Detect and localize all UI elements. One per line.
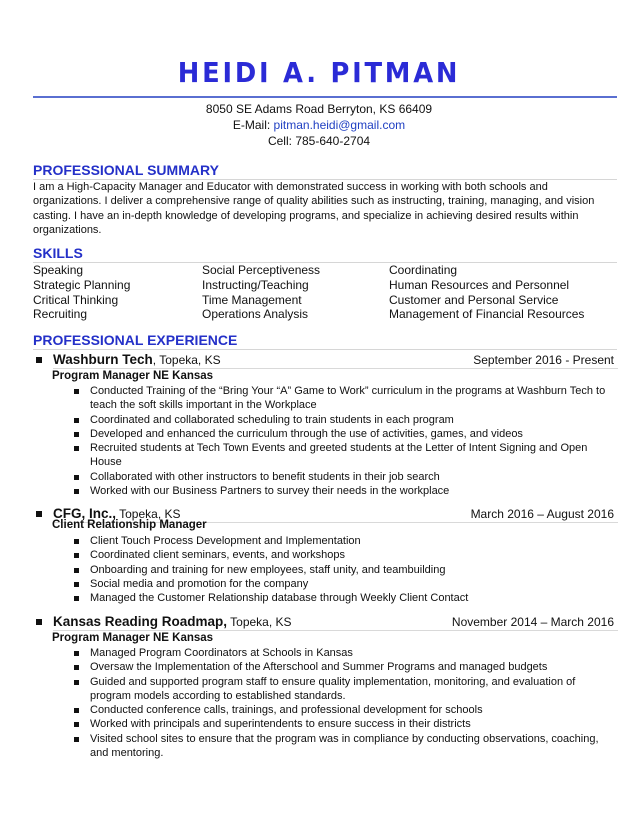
address: 8050 SE Adams Road Berryton, KS 66409 [205,102,433,116]
skill-item: Management of Financial Resources [389,307,585,322]
bullet-icon [74,680,79,685]
bullet-icon [74,553,79,558]
cell-label: Cell: [267,134,292,148]
list-item: Worked with our Business Partners to survey their needs in the workplace [74,484,614,498]
skills-column-3 [389,263,584,322]
list-item: Social media and promotion for the company [74,577,614,591]
job-role: Client Relationship Manager [52,519,207,531]
bullet-icon [74,582,79,587]
bullet-icon [74,737,79,742]
job-header-washburn [36,351,618,369]
list-item: Managed the Customer Relationship database through Weekly Client Contact [74,591,614,605]
bullet-icon [74,722,79,727]
bullet-icon [74,389,79,394]
header-rule [33,96,617,98]
skills-column-1 [33,263,130,322]
bullet-icon [74,432,79,437]
list-item: Developed and enhanced the curriculum through the use of activities, games, and videos [74,427,614,441]
skill-item: Recruiting [33,307,88,322]
bullet-icon [36,619,42,625]
list-item: Recruited students at Tech Town Events and greeted students at the Letter of Intent Signing and Open House [74,441,614,470]
summary-text: I am a High-Capacity Manager and Educator with demonstrated success in working with both schools and organizations. I deliver a comprehensive range of quality abilities such as instructing, training, managing, and vision casting. I have an in-depth knowledge of developing programs, and specialize in achieving desired results within organizations. [33,181,595,237]
list-item: Coordinated and collaborated scheduling to train students in each program [74,413,614,427]
email-link[interactable]: pitman.heidi@gmail.com [273,118,406,132]
email-label: E-Mail: [232,118,271,132]
job-role: Program Manager NE Kansas [52,632,214,644]
bullet-icon [74,418,79,423]
job-role: Program Manager NE Kansas [52,370,214,382]
list-item: Coordinated client seminars, events, and workshops [74,548,614,562]
bullet-icon [36,511,42,517]
skill-item: Instructing/Teaching [202,277,309,292]
bullet-icon [74,475,79,480]
job-duties-list [74,384,614,498]
job-dates: March 2016 – August 2016 [470,507,614,521]
bullet-icon [74,539,79,544]
list-item: Managed Program Coordinators at Schools in Kansas [74,646,614,660]
company-name: Kansas Reading Roadmap, Topeka, KS [53,614,292,629]
list-item: Guided and supported program staff to ensure quality implementation, monitoring, and evaluation of program models according to established standards. [74,675,614,704]
email-line [0,117,638,133]
job-duties-list [74,534,614,605]
list-item: Client Touch Process Development and Implementation [74,534,614,548]
summary-heading: PROFESSIONAL SUMMARY [33,162,219,178]
skill-item: Coordinating [389,263,458,277]
company-name: CFG, Inc., Topeka, KS [53,506,181,521]
skills-column-2 [202,263,320,322]
bullet-icon [36,357,42,363]
bullet-icon [74,489,79,494]
list-item: Conducted Training of the “Bring Your “A” Game to Work” curriculum in the programs at Washburn Tech to teach the soft skills important in the Workplace [74,384,614,413]
bullet-icon [74,568,79,573]
bullet-icon [74,651,79,656]
bullet-icon [74,665,79,670]
skill-item: Strategic Planning [33,277,131,292]
candidate-name: HEIDI A. PITMAN [177,56,461,89]
cell-number: 785-640-2704 [295,134,371,148]
company-name: Washburn Tech, Topeka, KS [53,352,221,367]
skill-item: Social Perceptiveness [202,263,321,277]
job-duties-list [74,646,614,760]
list-item: Conducted conference calls, trainings, and professional development for schools [74,703,614,717]
skills-heading: SKILLS [33,245,83,261]
skill-item: Human Resources and Personnel [389,277,570,292]
skill-item: Customer and Personal Service [389,292,559,307]
job-dates: November 2014 – March 2016 [451,615,614,629]
skill-item: Operations Analysis [202,307,309,322]
job-dates: September 2016 - Present [473,353,614,367]
job-header-kansas-reading [36,613,618,631]
cell-line [0,133,638,149]
list-item: Onboarding and training for new employees, staff unity, and teambuilding [74,563,614,577]
experience-heading: PROFESSIONAL EXPERIENCE [33,332,238,348]
company-location: , Topeka, KS [152,353,221,367]
list-item: Oversaw the Implementation of the Afterschool and Summer Programs and managed budgets [74,660,614,674]
bullet-icon [74,446,79,451]
list-item: Worked with principals and superintendents to ensure success in their districts [74,717,614,731]
experience-divider [33,349,617,350]
skill-item: Time Management [202,292,302,307]
list-item: Visited school sites to ensure that the program was in compliance by conducting observations, coaching, and mentoring. [74,732,614,761]
skill-item: Speaking [33,263,84,277]
list-item: Collaborated with other instructors to benefit students in their job search [74,470,614,484]
bullet-icon [74,708,79,713]
company-location: Topeka, KS [116,507,181,521]
skill-item: Critical Thinking [33,292,119,307]
bullet-icon [74,596,79,601]
company-location: Topeka, KS [227,615,292,629]
